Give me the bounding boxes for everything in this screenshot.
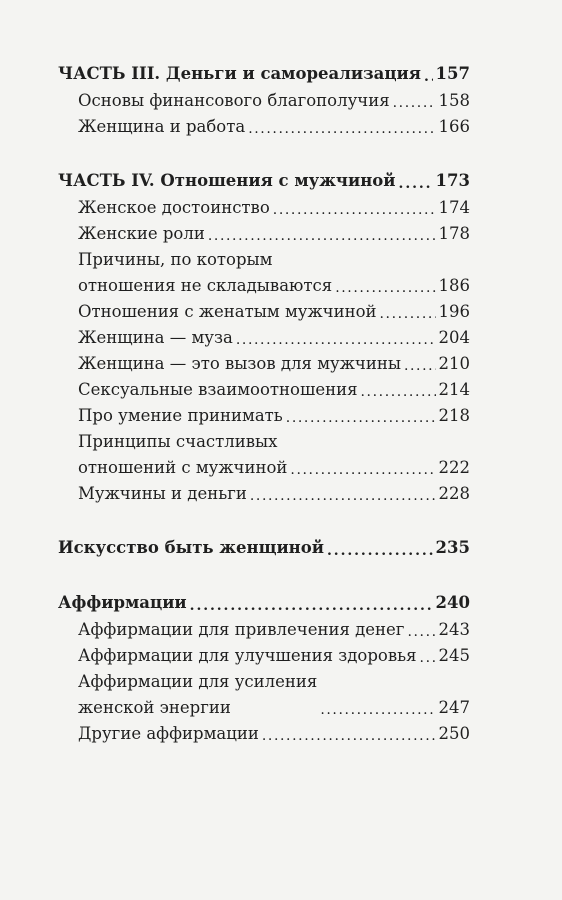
dot-leader (407, 617, 435, 643)
toc-page-number: 204 (438, 328, 470, 347)
toc-item-title: Основы финансового благополучия (78, 91, 390, 110)
toc-heading-title: Аффирмации (58, 593, 187, 612)
toc-item-title: Женщина и работа (78, 117, 246, 136)
dot-leader (361, 377, 436, 403)
toc-item-title: Женщина — это вызов для мужчины (78, 354, 401, 373)
toc-page-number: 166 (438, 117, 470, 136)
dot-leader (236, 325, 436, 351)
toc-item-title: Женское достоинство (78, 198, 270, 217)
toc-item (58, 88, 470, 114)
toc-page-number: 240 (435, 593, 470, 612)
toc-item (58, 325, 470, 351)
toc-page-number: 243 (438, 620, 470, 639)
dot-leader (290, 455, 435, 481)
dot-leader (262, 721, 436, 747)
toc-heading-part3 (58, 60, 470, 88)
toc-page-number: 210 (438, 354, 470, 373)
toc-page-number: 157 (435, 64, 470, 83)
toc-item (58, 195, 470, 221)
toc-heading-title: Искусство быть женщиной (58, 538, 325, 557)
table-of-contents (58, 60, 470, 774)
dot-leader (327, 536, 433, 562)
toc-item-title: Про умение принимать (78, 406, 283, 425)
toc-page-number: 235 (435, 538, 470, 557)
toc-page-number: 196 (438, 302, 470, 321)
toc-item (58, 617, 470, 643)
toc-section-affirmations (58, 589, 470, 747)
toc-page-number: 245 (438, 646, 470, 665)
toc-item-title-line1: Аффирмации для усиления (78, 672, 318, 691)
toc-item-title: Отношения с женатым мужчиной (78, 302, 377, 321)
toc-page-number: 178 (438, 224, 470, 243)
toc-item-title (78, 247, 332, 299)
toc-item-title: Аффирмации для привлечения денег (78, 620, 405, 639)
toc-item-title: Другие аффирмации (78, 724, 259, 743)
dot-leader (190, 591, 433, 617)
dot-leader (404, 351, 436, 377)
toc-item (58, 403, 470, 429)
toc-item-title-line2: женской энергии (78, 698, 231, 717)
dot-leader (320, 695, 435, 721)
dot-leader (335, 273, 435, 299)
dot-leader (380, 299, 436, 325)
toc-item (58, 247, 470, 299)
toc-item-title (78, 429, 287, 481)
toc-item (58, 669, 470, 721)
toc-item (58, 643, 470, 669)
toc-item-title-line1: Причины, по которым (78, 250, 273, 269)
toc-page-number: 250 (438, 724, 470, 743)
dot-leader (248, 114, 435, 140)
toc-item-title (78, 669, 317, 721)
dot-leader (250, 481, 436, 507)
toc-item-title-line2: отношений с мужчиной (78, 458, 288, 477)
toc-section-part4 (58, 167, 470, 507)
toc-item-title-line2: отношения не складываются (78, 276, 333, 295)
toc-heading-part4 (58, 167, 470, 195)
toc-item (58, 377, 470, 403)
toc-item-title-line1: Принципы счастливых (78, 432, 278, 451)
toc-item-title: Аффирмации для улучшения здоровья (78, 646, 417, 665)
dot-leader (420, 643, 436, 669)
toc-item (58, 429, 470, 481)
toc-item-title: Женские роли (78, 224, 205, 243)
toc-section-part3 (58, 60, 470, 140)
toc-heading-art (58, 534, 470, 562)
dot-leader (399, 169, 433, 195)
dot-leader (286, 403, 436, 429)
toc-page-number: 247 (438, 698, 470, 717)
toc-item (58, 221, 470, 247)
toc-page-number: 174 (438, 198, 470, 217)
toc-page-number: 228 (438, 484, 470, 503)
toc-page-number: 186 (438, 276, 470, 295)
toc-item (58, 299, 470, 325)
toc-heading-title: ЧАСТЬ III. Деньги и самореализация (58, 64, 421, 83)
toc-item-title: Сексуальные взаимоотношения (78, 380, 358, 399)
toc-heading-title: ЧАСТЬ IV. Отношения с мужчиной (58, 171, 396, 190)
toc-heading-affirmations (58, 589, 470, 617)
toc-page-number: 158 (438, 91, 470, 110)
toc-item (58, 481, 470, 507)
dot-leader (208, 221, 436, 247)
dot-leader (424, 62, 433, 88)
toc-item-title: Мужчины и деньги (78, 484, 247, 503)
dot-leader (393, 88, 436, 114)
toc-page-number: 214 (438, 380, 470, 399)
toc-item (58, 114, 470, 140)
toc-item-title: Женщина — муза (78, 328, 233, 347)
toc-section-art (58, 534, 470, 562)
toc-item (58, 351, 470, 377)
toc-page-number: 222 (438, 458, 470, 477)
toc-item (58, 721, 470, 747)
toc-page-number: 218 (438, 406, 470, 425)
toc-page-number: 173 (435, 171, 470, 190)
dot-leader (273, 195, 436, 221)
